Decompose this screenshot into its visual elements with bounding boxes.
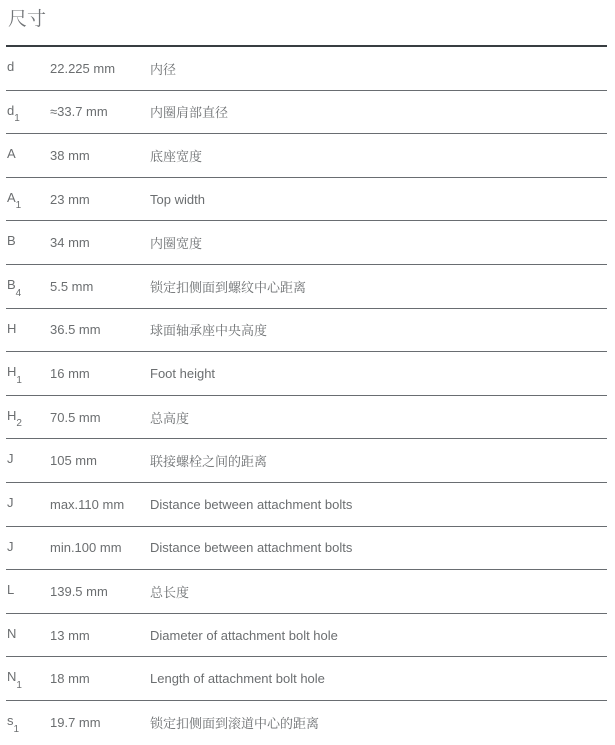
dimension-symbol: $d_1$ [7,102,20,125]
table-row [6,614,607,658]
dimensions-table [6,45,607,745]
dimension-value: 70.5 mm [50,409,101,425]
dimension-description: Top width [150,191,205,207]
dimension-value: 5.5 mm [50,278,94,294]
table-row [6,657,607,701]
dimension-symbol: A [7,146,16,162]
dimension-description: 内圈宽度 [150,236,203,252]
dimension-value: max.110 mm [50,496,125,512]
dimension-symbol: $H_2$ [7,407,22,430]
dimension-description: 锁定扣侧面到滚道中心的距离 [150,716,320,732]
dimension-symbol: B [7,233,16,249]
dimension-value: 22.225 mm [50,60,116,76]
dimension-description: Length of attachment bolt hole [150,671,325,687]
table-row [6,396,607,440]
table-row [6,527,607,571]
table-row [6,47,607,91]
table-row [6,91,607,135]
dimension-value: 34 mm [50,235,90,251]
dimension-symbol: J [7,494,14,510]
table-row [6,134,607,178]
dimension-symbol: $H_1$ [7,364,22,386]
dimension-description: 总长度 [150,584,190,600]
dimension-value: 19.7 mm [50,715,101,731]
dimension-value: 23 mm [50,191,90,207]
dimension-value: min.100 mm [50,540,122,556]
dimension-symbol: $N_1$ [7,669,22,691]
table-row [6,265,607,309]
table-row [6,439,607,483]
dimension-description: Foot height [150,365,216,381]
dimension-description: Distance between attachment bolts [150,540,353,556]
dimension-description: 底座宽度 [150,148,203,164]
dimension-value: 13 mm [50,627,90,643]
dimension-value: 139.5 mm [50,583,108,599]
table-row [6,570,607,614]
table-row [6,221,607,265]
dimension-description: 总高度 [150,410,190,426]
table-row [6,309,607,353]
dimension-description: Distance between attachment bolts [150,496,353,512]
dimension-value: 16 mm [50,365,90,381]
dimension-value: ≈33.7 mm [50,104,108,120]
dimension-symbol: $A_1$ [7,189,22,212]
dimension-description: 内圈肩部直径 [150,105,229,121]
dimension-value: 38 mm [50,147,90,163]
dimension-description: 球面轴承座中央高度 [150,323,268,339]
dimension-value: 36.5 mm [50,322,101,338]
table-row [6,701,607,745]
table-row [6,178,607,222]
page-title: 尺寸 [8,9,47,30]
dimension-symbol: $s_1$ [7,713,20,735]
dimension-description: Diameter of attachment bolt hole [150,627,338,643]
dimension-description: 联接螺栓之间的距离 [150,454,268,470]
dimension-value: 105 mm [50,453,97,469]
table-row [6,352,607,396]
dimension-symbol: N [7,625,17,641]
dimension-description: 锁定扣侧面到螺纹中心距离 [150,279,307,295]
dimension-symbol: $B_4$ [7,276,22,299]
dimension-symbol: J [7,451,14,467]
table-row [6,483,607,527]
dimension-symbol: H [7,320,17,336]
dimension-symbol: d [7,59,15,74]
dimension-description: 内径 [150,61,177,77]
dimension-symbol: L [7,582,15,598]
dimension-symbol: J [7,538,14,554]
dimension-value: 18 mm [50,671,90,687]
